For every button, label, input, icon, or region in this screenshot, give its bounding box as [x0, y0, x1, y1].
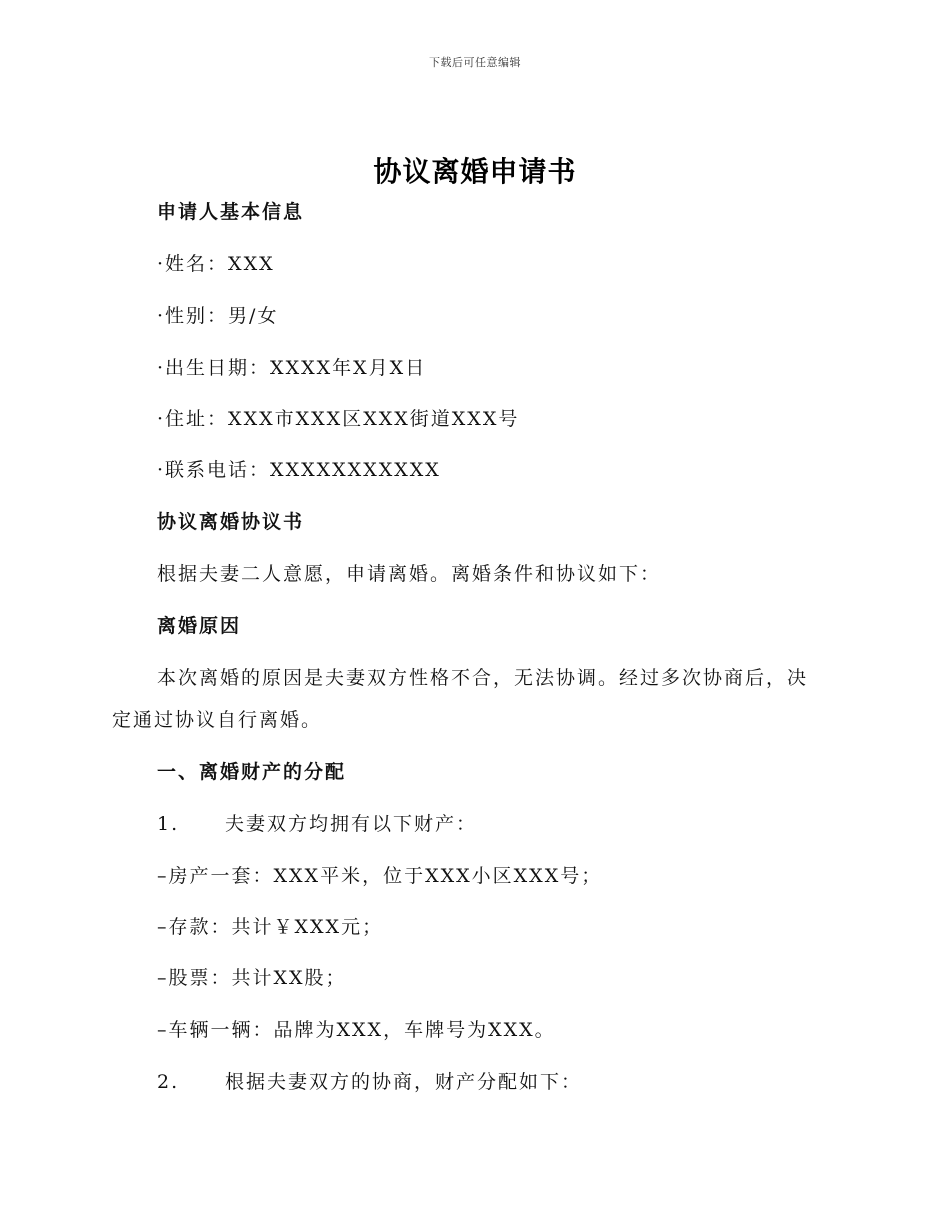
section-heading-property: 一、离婚财产的分配	[157, 761, 347, 783]
asset-vehicle: –车辆一辆：品牌为XXX，车牌号为XXX。	[157, 1019, 556, 1041]
asset-savings: –存款：共计￥XXX元；	[157, 916, 384, 938]
list-item-text: 夫妻双方均拥有以下财产：	[225, 813, 478, 835]
list-number: 2.	[157, 1071, 180, 1093]
applicant-phone: ·联系电话：XXXXXXXXXXX	[157, 459, 441, 481]
agreement-text: 根据夫妻二人意愿，申请离婚。离婚条件和协议如下：	[157, 563, 662, 585]
page-header: 下载后可任意编辑	[429, 56, 521, 69]
document-title: 协议离婚申请书	[373, 155, 577, 188]
applicant-birthdate: ·出生日期：XXXX年X月X日	[157, 357, 427, 379]
applicant-address: ·住址：XXX市XXX区XXX街道XXX号	[157, 408, 520, 430]
section-heading-agreement: 协议离婚协议书	[157, 511, 305, 533]
applicant-name: ·姓名：XXX	[157, 253, 275, 275]
reason-text-line-1: 本次离婚的原因是夫妻双方性格不合，无法协调。经过多次协商后，决	[157, 667, 809, 689]
property-item-2	[157, 1067, 582, 1094]
list-number: 1.	[157, 813, 180, 835]
property-item-1	[157, 809, 477, 836]
reason-text-line-2: 定通过协议自行离婚。	[112, 709, 323, 731]
applicant-gender: ·性别：男/女	[157, 305, 279, 327]
asset-stocks: –股票：共计XX股；	[157, 967, 347, 989]
list-item-text: 根据夫妻双方的协商，财产分配如下：	[225, 1071, 583, 1093]
asset-house: –房产一套：XXX平米，位于XXX小区XXX号；	[157, 865, 603, 887]
section-heading-applicant: 申请人基本信息	[157, 201, 305, 223]
section-heading-reason: 离婚原因	[157, 615, 242, 637]
